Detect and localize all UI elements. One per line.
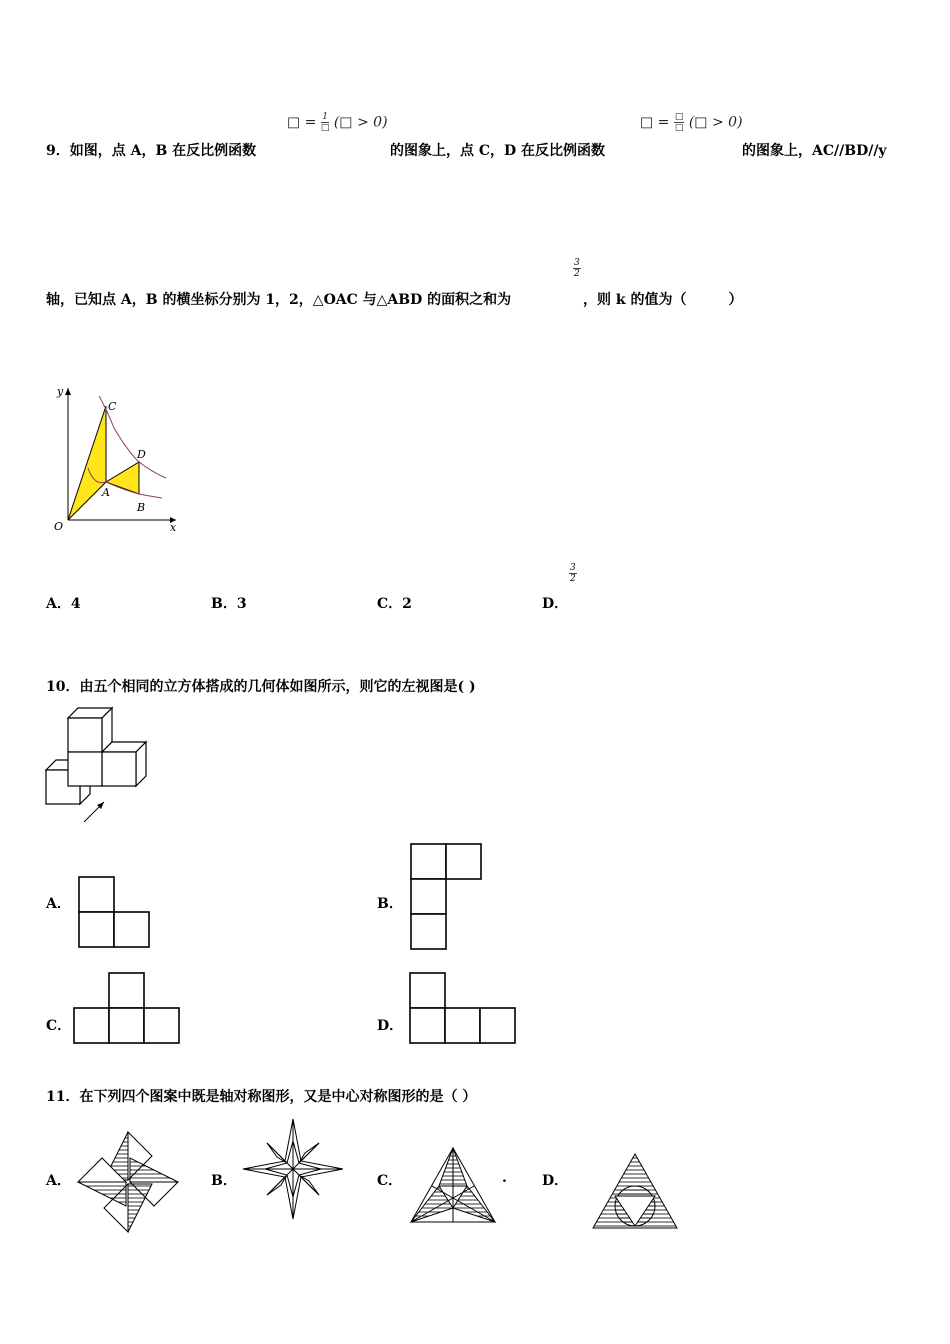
q9-fraction-num: 3 xyxy=(574,258,580,268)
q9-line2-text2: ，则 k 的值为（ ） xyxy=(583,292,743,308)
cube-middle-front xyxy=(68,752,102,786)
q9-option-d[interactable] xyxy=(542,593,568,613)
q10-option-c[interactable]: C． xyxy=(46,1018,72,1034)
label-y: y xyxy=(57,385,64,398)
formula-1-lhs: □ = xyxy=(287,114,317,131)
triangle-oac xyxy=(68,406,106,520)
q9-option-d-fraction xyxy=(569,563,577,584)
formula-1-fraction xyxy=(321,112,330,133)
q10-stem: 10．由五个相同的立方体搭成的几何体如图所示，则它的左视图是( ) xyxy=(46,679,476,695)
label-d: D xyxy=(137,448,146,461)
formula-2-num: □ xyxy=(674,112,684,122)
q9-option-b[interactable] xyxy=(211,593,247,613)
option-value: 2 xyxy=(402,596,412,612)
formula-1-num: 1 xyxy=(322,112,328,122)
q11-option-b[interactable]: B． xyxy=(211,1173,237,1189)
q9-fraction-den: 2 xyxy=(574,269,580,279)
option-value: 3 xyxy=(236,596,247,612)
formula-1-den: □ xyxy=(320,123,330,133)
cube-right-front xyxy=(102,752,136,786)
q10-option-b-figure xyxy=(410,843,490,953)
q9-fraction xyxy=(573,258,581,279)
option-value: 4 xyxy=(70,596,81,612)
formula-2-fraction xyxy=(674,112,685,133)
q9-option-a[interactable] xyxy=(46,593,81,613)
q9-line1-part2: 的图象上，点 C，D 在反比例函数 xyxy=(390,143,606,159)
q11-option-a-pinwheel xyxy=(78,1132,178,1232)
q11-option-d[interactable]: D． xyxy=(542,1173,569,1189)
option-letter: B． xyxy=(211,596,237,612)
label-x: x xyxy=(170,521,177,534)
option-d-den: 2 xyxy=(570,574,576,584)
q10-option-a-figure xyxy=(78,876,158,956)
q11-option-c-triangle xyxy=(409,1146,499,1226)
label-b: B xyxy=(137,501,146,514)
q11-option-d-triangle-circle xyxy=(593,1152,683,1232)
q10-cube-figure xyxy=(44,704,164,834)
formula-2 xyxy=(640,112,743,133)
label-c: C xyxy=(108,400,117,413)
q9-line2-fraction xyxy=(573,258,581,279)
formula-2-den: □ xyxy=(674,123,684,133)
label-o: O xyxy=(54,520,64,533)
formula-2-condition: (□ > 0) xyxy=(688,114,743,131)
q9-line1-part1: 9．如图，点 A，B 在反比例函数 xyxy=(46,143,257,159)
q11-separator: . xyxy=(502,1170,507,1186)
option-letter: A． xyxy=(46,596,71,612)
formula-1-condition: (□ > 0) xyxy=(333,114,388,131)
q11-option-b-star xyxy=(241,1117,351,1227)
q11-option-c[interactable]: C． xyxy=(377,1173,403,1189)
formula-1 xyxy=(287,112,388,133)
option-d-fraction xyxy=(569,563,577,584)
q10-option-d-figure xyxy=(409,972,519,1047)
cube-top-front xyxy=(68,718,102,752)
q10-option-c-figure xyxy=(73,972,183,1047)
option-d-num: 3 xyxy=(570,563,576,573)
q10-option-b[interactable]: B． xyxy=(377,896,403,912)
q11-option-a[interactable]: A． xyxy=(46,1173,71,1189)
q9-line1-part3: 的图象上，AC//BD//y xyxy=(742,143,887,159)
q9-graph xyxy=(44,378,184,538)
formula-2-lhs: □ = xyxy=(640,114,670,131)
option-letter: D． xyxy=(542,596,569,612)
q10-option-a[interactable]: A． xyxy=(46,896,71,912)
q9-line2-text: 轴，已知点 A，B 的横坐标分别为 1，2，△OAC 与△ABD 的面积之和为 xyxy=(46,292,512,308)
option-letter: C． xyxy=(377,596,403,612)
y-axis-arrow xyxy=(65,388,71,395)
q11-stem: 11．在下列四个图案中既是轴对称图形，又是中心对称图形的是（ ） xyxy=(46,1089,477,1105)
q9-option-c[interactable] xyxy=(377,593,412,613)
label-a: A xyxy=(102,486,110,499)
q10-option-d[interactable]: D． xyxy=(377,1018,404,1034)
